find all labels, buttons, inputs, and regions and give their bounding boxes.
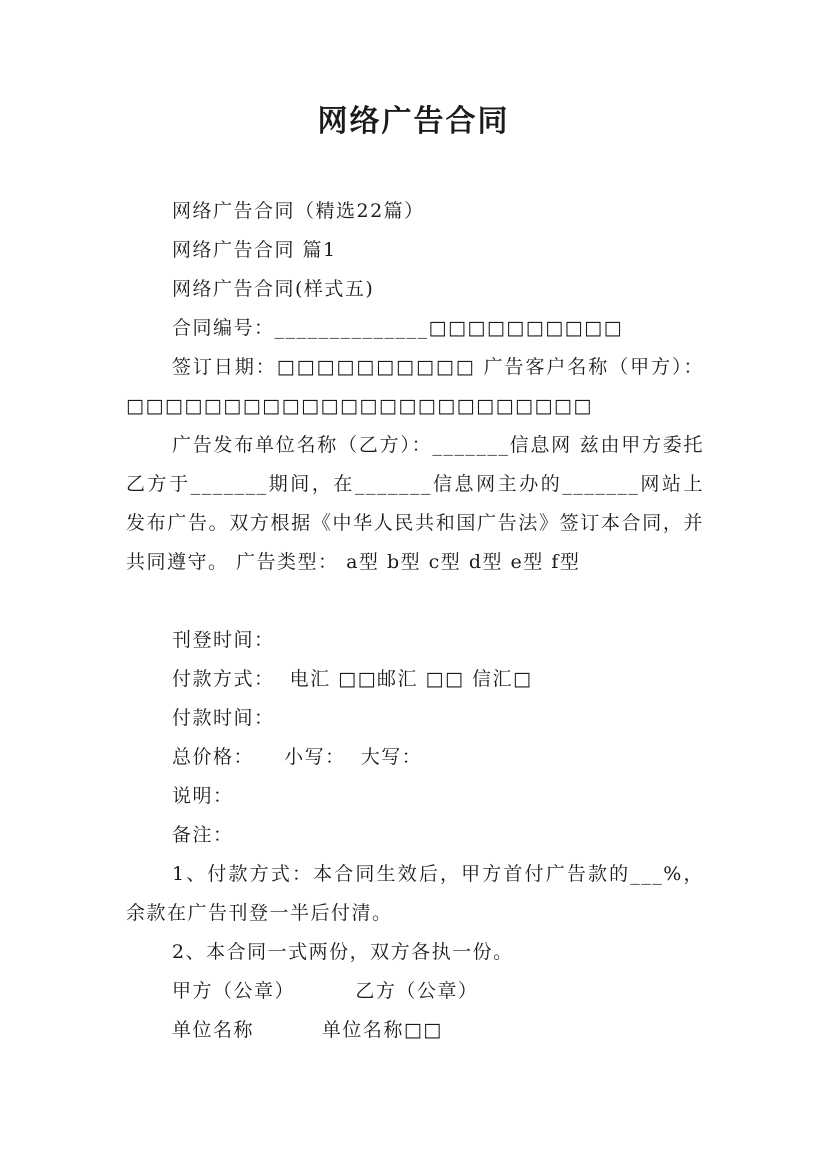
payment-time-line: 付款时间：: [172, 707, 275, 729]
publish-time-line: 刊登时间：: [172, 629, 275, 651]
publisher-paragraph: 广告发布单位名称（乙方）：_______信息网 兹由甲方委托乙方于_______期间，在_______信息网主办的_______网站上发布广告。双方根据《中华人民共和国广告法》签订本合同，并共同遵守。 广告类型： a型 b型 c型 d型 e型 f型: [126, 434, 704, 573]
description-line: 说明：: [172, 785, 234, 807]
unit-name-line: 单位名称 单位名称□□: [172, 1019, 443, 1041]
template-label: 网络广告合同(样式五): [172, 278, 375, 300]
signing-paragraph: 签订日期：□□□□□□□□□□ 广告客户名称（甲方）：□□□□□□□□□□□□□□□□□□□□□□□□: [126, 356, 704, 417]
copies-line: 2、本合同一式两份，双方各执一份。: [172, 941, 514, 963]
section-heading: 网络广告合同 篇1: [172, 239, 337, 261]
seal-line: 甲方（公章） 乙方（公章）: [172, 980, 479, 1002]
payment-method-line: 付款方式： 电汇 □□邮汇 □□ 信汇□: [172, 668, 533, 690]
contract-number-line: 合同编号：______________□□□□□□□□□□: [172, 317, 624, 339]
total-price-line: 总价格： 小写： 大写：: [172, 746, 423, 768]
remarks-line: 备注：: [172, 824, 234, 846]
payment-terms-paragraph: 1、付款方式：本合同生效后，甲方首付广告款的___%，余款在广告刊登一半后付清。: [126, 863, 704, 924]
subtitle-line: 网络广告合同（精选22篇）: [172, 200, 425, 222]
document-title: 网络广告合同: [317, 104, 510, 139]
